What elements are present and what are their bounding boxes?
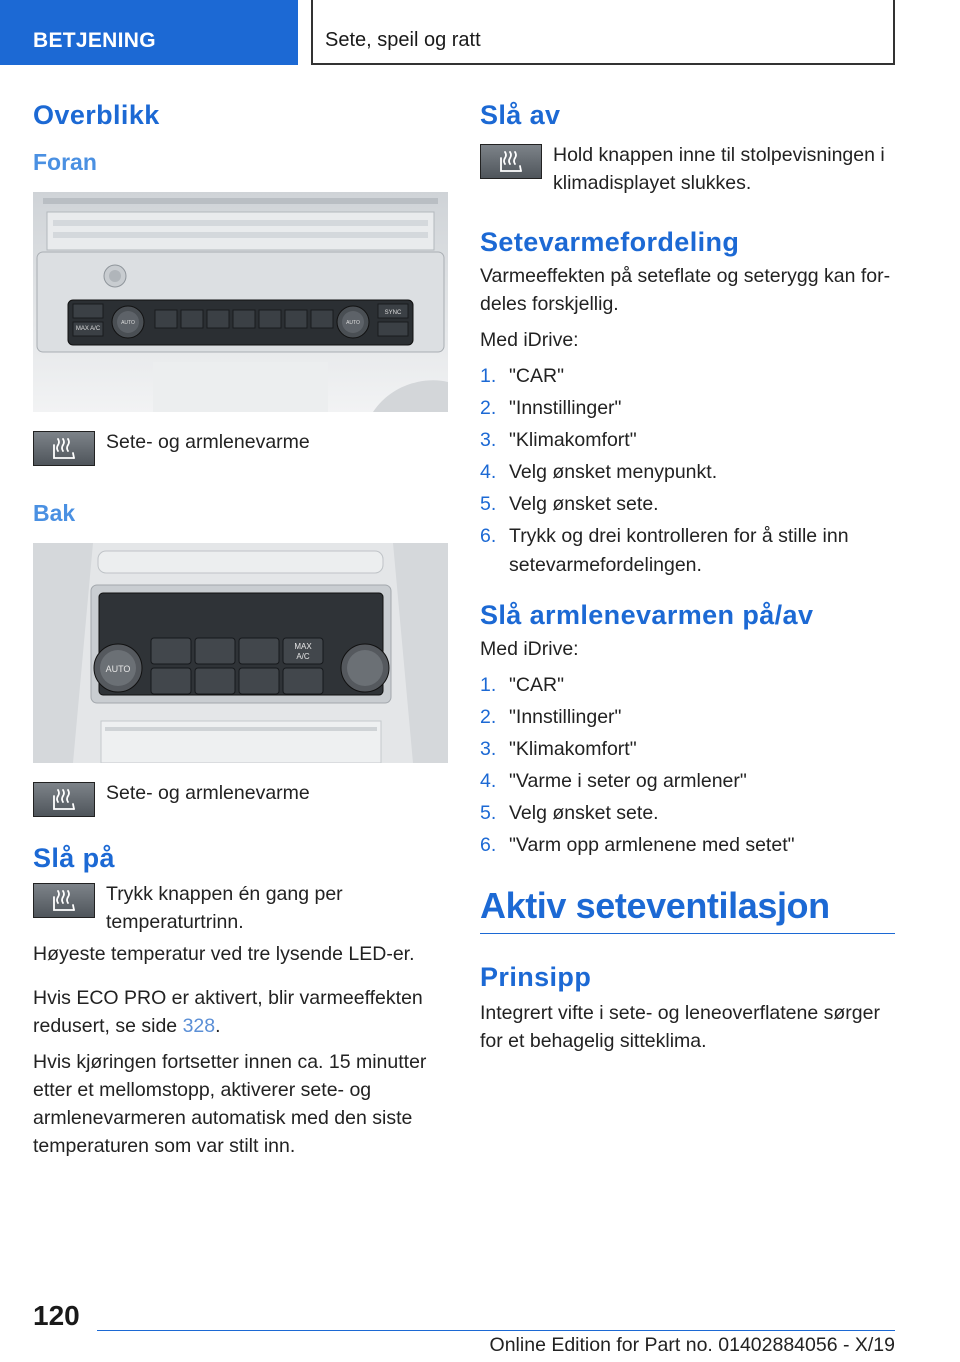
eco-pro-text: Hvis ECO PRO er aktivert, blir varmeeffekten redusert, se side (33, 987, 423, 1037)
step-number: 2. (480, 397, 497, 419)
step-number: 4. (480, 461, 497, 483)
list-item (480, 669, 895, 701)
front-climate-panel-image (33, 192, 448, 412)
principle-text: Integrert vifte i sete- og leneoverflatene sørger for et behagelig sitteklima. (480, 1002, 880, 1052)
seat-heating-button-icon (33, 431, 95, 466)
rear-panel-label-max: MAX (294, 642, 312, 651)
front-panel-label-max-ac: MAX A/C (75, 326, 101, 332)
right-column (480, 100, 895, 1063)
step-text: "CAR" (509, 674, 565, 696)
rear-panel-label-ac: A/C (296, 652, 310, 661)
step-number: 1. (480, 365, 497, 387)
chapter-header (311, 0, 895, 65)
front-seat-heating-row (33, 428, 448, 466)
seat-heating-button-icon (33, 782, 95, 817)
list-item (480, 392, 895, 424)
eco-pro-paragraph (33, 984, 448, 1040)
front-panel-label-auto-right: AUTO (346, 320, 360, 326)
switch-on-heading: Slå på (33, 843, 115, 873)
rear-heading: Bak (33, 500, 76, 526)
step-number: 3. (480, 738, 497, 760)
step-number: 4. (480, 770, 497, 792)
step-text: Velg ønsket sete. (509, 802, 659, 824)
list-item (480, 488, 895, 520)
switch-on-row (33, 880, 448, 936)
step-text: "Varme i seter og armlener" (509, 770, 747, 792)
step-number: 6. (480, 834, 497, 856)
front-seat-heating-label: Sete- og armlenevarme (106, 431, 310, 453)
list-item (480, 424, 895, 456)
ventilation-title: Aktiv seteventilasjon (480, 885, 895, 934)
eco-pro-text-end: . (215, 1015, 221, 1037)
left-column (33, 100, 448, 1168)
seat-heating-button-icon (480, 144, 542, 179)
list-item (480, 360, 895, 392)
armrest-steps (480, 669, 895, 861)
step-number: 3. (480, 429, 497, 451)
list-item (480, 733, 895, 765)
front-panel-label-sync: SYNC (384, 310, 402, 316)
step-number: 2. (480, 706, 497, 728)
rear-seat-heating-label: Sete- og armlenevarme (106, 782, 310, 804)
page-number: 120 (33, 1300, 80, 1331)
step-text: "Klimakomfort" (509, 429, 637, 451)
section-tab (0, 0, 298, 65)
chapter-title: Sete, speil og ratt (325, 29, 481, 51)
armrest-heading: Slå armlenevarmen på/av (480, 600, 814, 630)
distribution-heading: Setevarmefordeling (480, 227, 740, 257)
list-item (480, 701, 895, 733)
restart-paragraph: Hvis kjøringen fortsetter innen ca. 15 minutter etter et mellomstopp, aktiverer sete- og armlenevarmeren automatisk med den siste temperaturen som var stilt inn. (33, 1051, 427, 1157)
switch-off-instruction: Hold knappen inne til stolpevisningen i klimadisplayet slukkes. (553, 144, 885, 194)
section-title: BETJENING (33, 29, 156, 52)
distribution-idrive: Med iDrive: (480, 329, 579, 351)
step-text: Velg ønsket menypunkt. (509, 461, 718, 483)
step-text: "Innstillinger" (509, 706, 622, 728)
footer-divider (97, 1330, 895, 1331)
rear-seat-heating-row (33, 779, 448, 817)
edition-footer: Online Edition for Part no. 01402884056 - X/19 (489, 1334, 895, 1356)
list-item (480, 520, 895, 580)
list-item (480, 765, 895, 797)
step-text: Trykk og drei kontrolleren for å stille inn setevarmefordelingen. (509, 525, 849, 576)
step-text: "Varm opp armlenene med setet" (509, 834, 795, 856)
rear-panel-label-auto: AUTO (105, 664, 131, 674)
step-number: 5. (480, 493, 497, 515)
distribution-text: Varmeeffekten på seteflate og seterygg kan fordeles forskjellig. (480, 265, 891, 315)
switch-off-row (480, 141, 895, 197)
overview-heading: Overblikk (33, 100, 160, 130)
switch-off-heading: Slå av (480, 100, 561, 130)
rear-climate-panel-image (33, 543, 448, 763)
front-panel-label-auto-left: AUTO (121, 320, 135, 326)
step-text: Velg ønsket sete. (509, 493, 659, 515)
front-heading: Foran (33, 149, 97, 175)
distribution-steps (480, 360, 895, 580)
step-number: 5. (480, 802, 497, 824)
step-text: "Klimakomfort" (509, 738, 637, 760)
page-reference-link[interactable]: 328 (182, 1015, 216, 1037)
seat-heating-button-icon (33, 883, 95, 918)
step-text: "CAR" (509, 365, 565, 387)
list-item (480, 456, 895, 488)
list-item (480, 797, 895, 829)
step-text: "Innstillinger" (509, 397, 622, 419)
list-item (480, 829, 895, 861)
switch-on-instruction: Trykk knappen én gang per temperaturtrinn. (106, 883, 343, 933)
step-number: 1. (480, 674, 497, 696)
principle-heading: Prinsipp (480, 962, 592, 992)
armrest-idrive: Med iDrive: (480, 638, 579, 660)
max-temp-paragraph: Høyeste temperatur ved tre lysende LED-er. (33, 943, 415, 965)
step-number: 6. (480, 525, 497, 547)
